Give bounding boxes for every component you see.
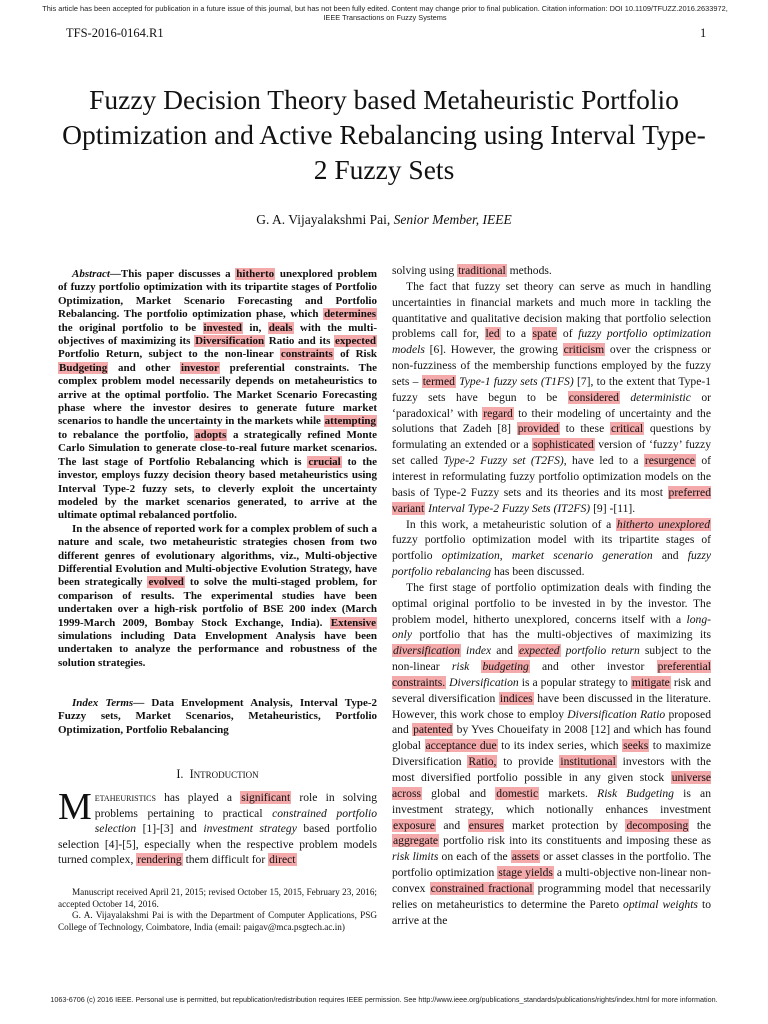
highlighted-term: rendering xyxy=(137,853,182,866)
index-terms-text: — Data Envelopment Analysis, Interval Type-2 Fuzzy sets, Market Scenarios, Metaheuristics, Portfolio Optimization, Portfolio Rebalancing xyxy=(58,697,377,736)
highlighted-term: aggregate xyxy=(393,834,439,848)
text-run: of interest in reformulating fuzzy portfolio optimization models on the basis of Type-2 Fuzzy sets and its theories and its most xyxy=(392,454,711,499)
text-run: portfolio that has the multi-objectives of maximizing its xyxy=(411,628,711,642)
text-run: a strategically refined Monte Carlo Simulation to generate close-to-real future market scenarios. The last stage of Portfolio Rebalancing which is xyxy=(58,428,378,468)
highlighted-term: invested xyxy=(203,321,242,334)
highlighted-term: Budgeting xyxy=(59,361,108,374)
text-run: and xyxy=(435,818,468,832)
highlighted-term: constraints xyxy=(280,348,333,361)
text-run: Ratio and its xyxy=(265,335,335,348)
text-run: have been discussed in the literature. However, this work chose to employ xyxy=(392,691,711,721)
highlighted-term: domestic xyxy=(496,786,539,800)
highlighted-term: critical xyxy=(610,422,644,436)
highlighted-term: mitigate xyxy=(631,675,670,689)
text-run: to provide xyxy=(497,755,560,769)
text-run: Type-1 fuzzy sets (T1FS) xyxy=(459,374,574,388)
text-run: to these xyxy=(559,422,610,436)
index-terms-label: Index Terms xyxy=(72,697,134,709)
drop-cap: M xyxy=(58,786,92,828)
text-run: to a xyxy=(500,327,532,341)
highlighted-term: provided xyxy=(517,422,559,436)
text-run: preferential constraints. The complex problem model necessarily depends on metaheuristics to arrive at the optimal portfolio. The Market Scenario Forecasting phase where the investor desires to generate future market scenarios to handle the uncertainty in the markets while xyxy=(58,361,377,428)
text-run: fuzzy portfolio rebalancing xyxy=(392,549,711,579)
section-number: I. xyxy=(176,767,184,781)
text-run: to solve the multi-staged problem, for comparison of results. The experimental studies have been undertaken over a high-risk portfolio of BSE 200 index (March 1999-March 2009, Bombay Stock Exchange, India). xyxy=(58,576,377,629)
highlighted-term: considered xyxy=(568,390,619,404)
text-run: over the crispness or non-fuzziness of the membership functions employed by the fuzzy sets – xyxy=(392,343,711,388)
text-run: with the multi-objectives of maximizing its xyxy=(58,321,377,348)
text-run: Portfolio Return, subject to the non-linear xyxy=(58,348,280,361)
highlighted-term: acceptance due xyxy=(425,739,497,753)
text-run: optimal weights xyxy=(623,897,698,911)
text-run: global and xyxy=(421,786,496,800)
copyright-footer: 1063-6706 (c) 2016 IEEE. Personal use is permitted, but republication/redistribution requires IEEE permission. See http://www.ieee.org/publications_standards/publications/rights/index.html for more information. xyxy=(50,995,718,1004)
text-run: deterministic xyxy=(630,390,691,404)
text-run: questions by formulating an extended or a xyxy=(392,422,711,452)
text-run: simulations including Data Envelopment Analysis have been undertaken to analyze the performance and robustness of the solution strategies. xyxy=(58,629,377,669)
highlighted-term: determines xyxy=(324,308,376,321)
highlighted-term: deals xyxy=(268,321,293,334)
highlighted-term: budgeting xyxy=(482,660,529,674)
text-run: or ‘paradoxical’ with xyxy=(392,390,711,420)
highlighted-term: assets xyxy=(511,850,539,864)
highlighted-term: institutional xyxy=(560,755,616,769)
text-run: long-only xyxy=(392,612,711,642)
text-run: etaheuristics xyxy=(94,791,156,804)
highlighted-term: resurgence xyxy=(644,454,695,468)
highlighted-term: hitherto xyxy=(236,268,275,280)
text-run: to maximize Diversification xyxy=(392,739,711,769)
right-p0 xyxy=(392,263,711,279)
highlighted-term: hitherto unexplored xyxy=(616,517,710,531)
text-run: risk xyxy=(451,660,470,674)
highlighted-term: preferred variant xyxy=(392,485,711,515)
text-run: is a popular strategy to xyxy=(518,675,631,689)
abstract-p2 xyxy=(58,523,377,670)
page-number: 1 xyxy=(700,26,707,40)
author-role: Senior Member, IEEE xyxy=(393,212,512,227)
highlighted-term: criticism xyxy=(563,343,605,357)
text-run: to the investor, employs fuzzy decision theory based metaheuristics using Interval Type-2 fuzzy sets, to cleverly exploit the uncertainty modeled by the market scenarios generated, to arrive at the ultimate optimal rebalanced portfolio. xyxy=(58,455,378,522)
highlighted-term: expected xyxy=(335,335,376,348)
text-run: risk limits xyxy=(392,850,439,864)
journal-banner: This article has been accepted for publication in a future issue of this journal, but has not been fully edited. Content may change prior to final publication. Citation information: DOI 10.1109/TFUZZ.2016.2633972, IEEE Transactions on Fuzzy Systems xyxy=(42,4,728,22)
section-heading xyxy=(58,767,377,782)
highlighted-term: Diversification xyxy=(195,335,265,348)
text-run: of Risk xyxy=(333,348,378,361)
text-run: Diversification Ratio xyxy=(567,707,666,721)
right-column xyxy=(392,263,711,928)
text-run: to arrive at the xyxy=(392,897,711,927)
right-p3 xyxy=(392,580,711,929)
text-run: the xyxy=(689,818,711,832)
text-run: constrained portfolio selection xyxy=(94,806,377,835)
highlighted-term: stage yields xyxy=(498,866,553,880)
text-run: and xyxy=(652,549,688,563)
text-run: portfolio risk into its constituents and imposing these as xyxy=(439,834,711,848)
text-run: [7], to the extent that Type-1 fuzzy sets have begun to be xyxy=(392,374,712,404)
abstract-label: Abstract xyxy=(72,268,110,280)
author-line xyxy=(60,212,708,228)
paper-title: Fuzzy Decision Theory based Metaheuristic Portfolio Optimization and Active Rebalancing using Interval Type-2 Fuzzy Sets xyxy=(62,84,706,185)
text-run: or asset classes in the portfolio. The portfolio optimization xyxy=(392,850,711,880)
text-run: In this work, a metaheuristic solution of a xyxy=(406,517,616,531)
text-run: and other investor xyxy=(529,660,657,674)
text-run: methods. xyxy=(506,264,552,277)
highlighted-term: expected xyxy=(519,644,560,658)
highlighted-term: constrained fractional xyxy=(430,881,533,895)
highlighted-term: traditional xyxy=(458,264,506,277)
highlighted-term: regard xyxy=(483,406,513,420)
text-run: Type-2 Fuzzy set (T2FS) xyxy=(443,454,564,468)
text-run: of xyxy=(557,327,579,341)
text-run: subject to the non-linear xyxy=(392,644,712,674)
highlighted-term: Extensive xyxy=(330,616,376,629)
intro-paragraph xyxy=(58,786,377,868)
text-run: them difficult for xyxy=(182,853,269,866)
text-run: proposed and xyxy=(392,707,711,737)
text-run: markets. xyxy=(539,786,598,800)
highlighted-term: significant xyxy=(241,791,291,804)
text-run: to its index series, which xyxy=(497,739,623,753)
highlighted-term: indices xyxy=(499,691,533,705)
highlighted-term: direct xyxy=(269,853,296,866)
text-run: Interval Type-2 Fuzzy Sets (IT2FS) xyxy=(428,501,591,515)
highlighted-term: universe across xyxy=(392,771,711,800)
text-run: fuzzy portfolio optimization models xyxy=(392,327,712,357)
text-run: a multi-objective non-linear non-convex xyxy=(392,866,711,895)
text-run: has played a xyxy=(155,791,241,804)
text-run: unexplored problem of fuzzy portfolio optimization with its tripartite stages of Portfolio Optimization, Market Scenario Forecasting and Portfolio Rebalancing. The portfolio optimization phase, which xyxy=(58,268,377,321)
text-run: and xyxy=(491,644,519,658)
section-title: Introduction xyxy=(189,767,259,781)
text-run: has been discussed. xyxy=(491,565,585,579)
text-run: Risk Budgeting xyxy=(597,786,674,800)
text-run: version of ‘fuzzy’ fuzzy set called xyxy=(392,438,711,468)
text-run: In the absence of reported work for a complex problem of such a nature and scale, two metaheuristic strategies chosen from two different genres of evolutionary algorithms, viz., Multi-objective Differential Evolution and Multi-objective Evolution Strategy, have been strategically xyxy=(58,522,377,589)
highlighted-term: attempting xyxy=(324,415,376,428)
highlighted-term: sophisticated xyxy=(533,438,594,452)
highlighted-term: adopts xyxy=(195,428,227,441)
text-run: investors with the most diversified portfolio possible in any given stock xyxy=(392,755,711,784)
text-run: solving using xyxy=(392,264,458,277)
text-run: to rebalance the portfolio, xyxy=(58,428,195,441)
text-run: [6]. However, the growing xyxy=(424,343,563,357)
author-name: G. A. Vijayalakshmi Pai, xyxy=(256,212,391,227)
right-p1 xyxy=(392,279,711,517)
highlighted-term: spate xyxy=(532,327,557,341)
text-run: Diversification xyxy=(449,675,519,689)
highlighted-term: seeks xyxy=(623,739,649,753)
text-run xyxy=(469,660,481,673)
text-run: —This paper discusses a xyxy=(109,268,236,280)
text-run: and other xyxy=(108,361,180,374)
text-run: portfolio return xyxy=(565,644,640,658)
text-run: in, xyxy=(243,321,268,334)
text-run: , xyxy=(499,549,512,563)
text-run: [1]-[3] and xyxy=(136,822,204,835)
highlighted-term: preferential constraints. xyxy=(392,660,711,689)
text-run: the original portfolio to be xyxy=(58,321,203,334)
highlighted-term: termed xyxy=(422,374,455,388)
text-run: investment strategy xyxy=(203,822,297,835)
highlighted-term: decomposing xyxy=(626,818,689,832)
text-run: is an investment strategy, which notionally enhances investment xyxy=(392,786,711,816)
highlighted-term: crucial xyxy=(308,455,341,468)
text-run: based portfolio selection [4]-[5], especially when the respective problem models turned complex, xyxy=(58,822,377,866)
text-run: by Yves Choueifaty in 2008 [12] and which has found global xyxy=(392,723,711,753)
text-run xyxy=(620,391,630,404)
footnote-received: Manuscript received April 21, 2015; revised October 15, 2015, February 23, 2016; accepted October 14, 2016. xyxy=(58,887,377,909)
text-run: market protection by xyxy=(504,818,626,832)
highlighted-term: ensures xyxy=(468,818,504,832)
text-run: fuzzy portfolio optimization model with its tripartite stages of portfolio xyxy=(392,533,711,563)
text-run: index xyxy=(466,644,492,658)
highlighted-term: exposure xyxy=(393,818,435,832)
right-p2 xyxy=(392,517,711,580)
text-run: on each of the xyxy=(438,850,511,864)
abstract xyxy=(58,268,377,670)
footnotes xyxy=(58,887,377,933)
highlighted-term: investor xyxy=(180,361,219,374)
text-run: [9] -[11]. xyxy=(590,501,636,515)
footnote-affiliation: G. A. Vijayalakshmi Pai is with the Department of Computer Applications, PSG College of Technology, Coimbatore, India (email: paigav@mca.psgtech.ac.in) xyxy=(58,910,377,932)
abstract-p1 xyxy=(58,268,377,521)
text-run: to their modeling of uncertainty and the solutions that Zadeh [8] xyxy=(392,406,711,436)
highlighted-term: diversification xyxy=(393,644,460,658)
text-run: risk and several diversification xyxy=(392,675,711,705)
text-run: market scenario generation xyxy=(511,549,653,563)
text-run: , have led to a xyxy=(563,454,644,468)
text-run: The first stage of portfolio optimization deals with finding the optimal original portfolio to be invested in by the investor. The problem model, hitherto unexplored, concerns itself with a xyxy=(392,580,711,626)
highlighted-term: evolved xyxy=(148,576,184,589)
text-run: optimization xyxy=(441,549,500,563)
text-run: programming model that necessarily relies on metaheuristics to determine the Pareto xyxy=(392,881,711,911)
index-terms xyxy=(58,697,377,737)
highlighted-term: patented xyxy=(413,723,453,737)
paper-id: TFS-2016-0164.R1 xyxy=(66,26,164,40)
text-run: role in solving problems pertaining to practical xyxy=(94,791,377,820)
highlighted-term: Ratio, xyxy=(468,755,497,769)
highlighted-term: led xyxy=(485,327,500,341)
text-run: The fact that fuzzy set theory can serve as much in handling uncertainties in financial markets and much more in tackling the quantitative and qualitative decision making that portfolio selection problems call for, xyxy=(392,279,711,341)
